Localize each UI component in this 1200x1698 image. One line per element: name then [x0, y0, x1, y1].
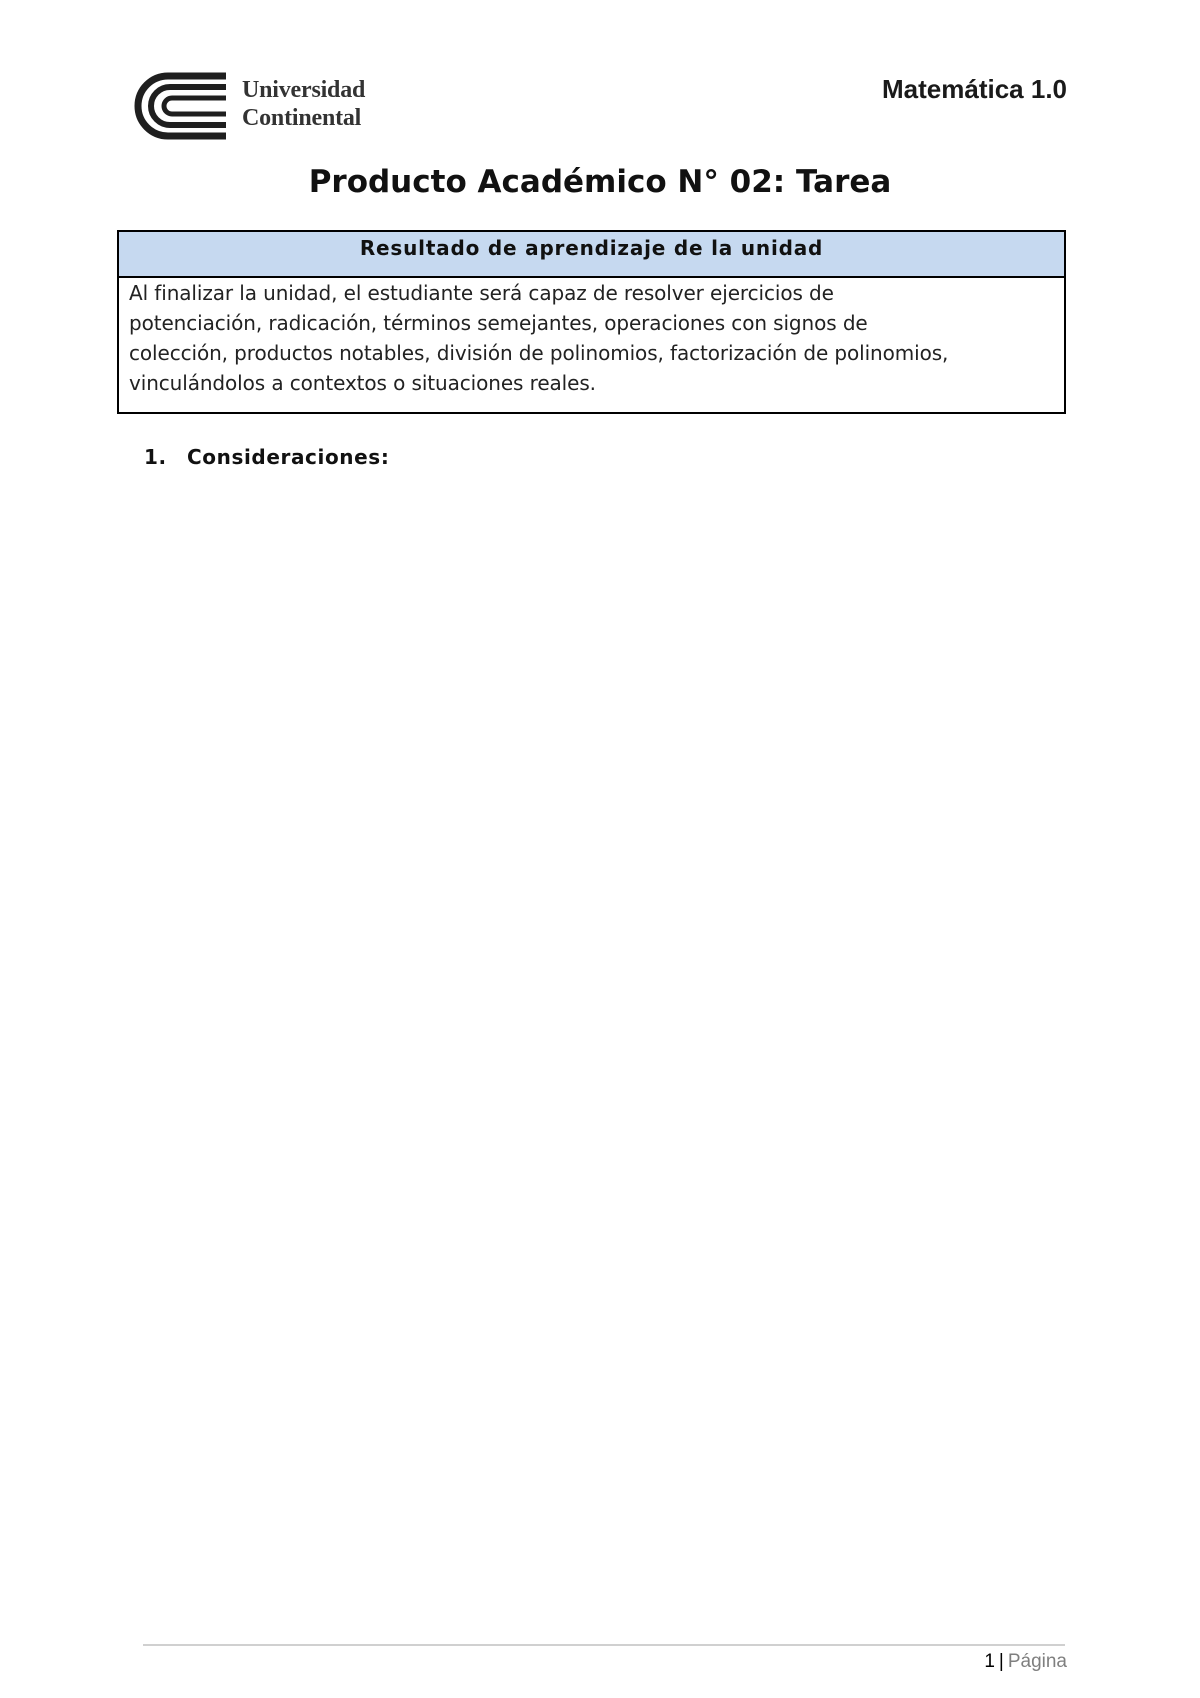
university-logo: [134, 70, 394, 142]
learning-outcome-line: vinculándolos a contextos o situaciones reales.: [129, 371, 596, 395]
section-title: Consideraciones:: [187, 445, 390, 469]
learning-outcome-header: Resultado de aprendizaje de la unidad: [119, 232, 1064, 278]
learning-outcome-line: colección, productos notables, división de polinomios, factorización de polinomios,: [129, 341, 949, 365]
footer-divider: [143, 1644, 1065, 1646]
university-logo-icon: [134, 70, 234, 142]
section-heading-considerations: [144, 445, 389, 469]
logo-line-1: Universidad: [242, 77, 366, 103]
page-number: 1: [984, 1651, 995, 1672]
course-title: Matemática 1.0: [882, 74, 1067, 104]
learning-outcome-line: Al finalizar la unidad, el estudiante será capaz de resolver ejercicios de: [129, 281, 834, 305]
footer-separator: |: [998, 1651, 1004, 1672]
page-footer: [984, 1651, 1067, 1673]
page-label: Página: [1007, 1651, 1067, 1672]
logo-line-2: Continental: [242, 105, 362, 131]
page-title: Producto Académico N° 02: Tarea: [308, 164, 892, 200]
learning-outcome-body: [119, 278, 1064, 412]
section-number: 1.: [144, 445, 167, 469]
learning-outcome-box: [117, 230, 1066, 414]
learning-outcome-line: potenciación, radicación, términos semejantes, operaciones con signos de: [129, 311, 868, 335]
